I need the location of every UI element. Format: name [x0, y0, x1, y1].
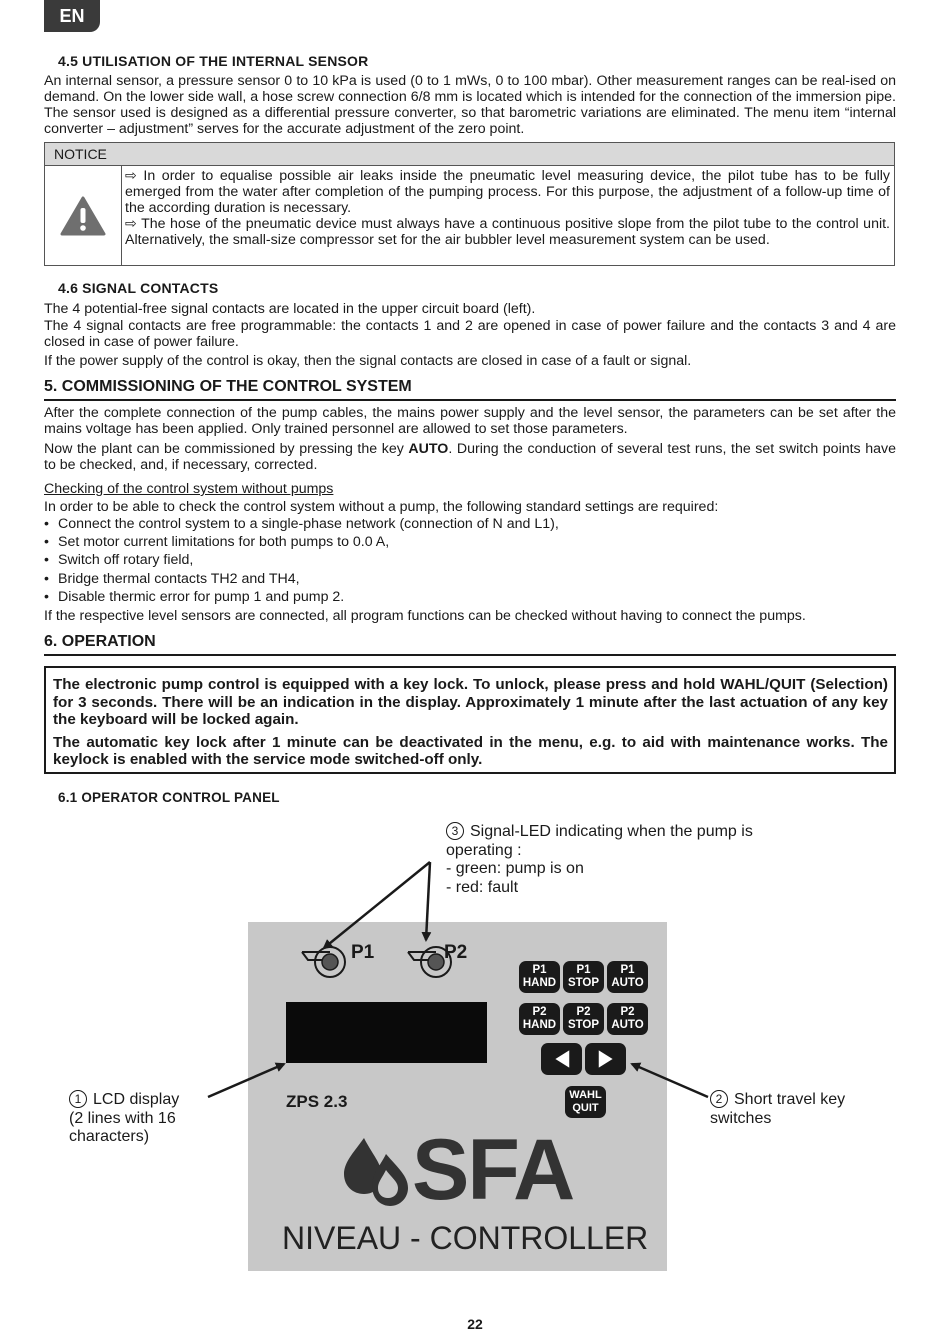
callout-line: switches — [710, 1109, 772, 1127]
product-name: NIVEAU - CONTROLLER — [282, 1220, 649, 1256]
callout-line: - red: fault — [446, 878, 519, 896]
section-5-p2-pre: Now the plant can be commissioned by pressing the key — [44, 441, 409, 457]
arrow-to-lcd — [208, 1064, 284, 1097]
section-4-6-title: 4.6 SIGNAL CONTACTS — [58, 280, 219, 296]
section-5-title: 5. COMMISSIONING OF THE CONTROL SYSTEM — [44, 378, 896, 401]
arrow-to-led-p1 — [324, 862, 430, 948]
list-item: • Disable thermic error for pump 1 and pump 2. — [44, 588, 896, 606]
auto-key-label: AUTO — [408, 441, 449, 457]
section-5-p1: After the complete connection of the pump cables, the mains power supply and the level sensor, the parameters can be set after the mains voltage has been applied. Only trained personnel are allowed to set those parameters. — [44, 405, 896, 437]
key-label: AUTO — [611, 1019, 644, 1031]
brand-logo-text: SFA — [412, 1122, 574, 1218]
list-item: • Connect the control system to a single-phase network (connection of N and L1), — [44, 515, 896, 533]
key-label: P1 — [576, 964, 591, 976]
key-label: P2 — [576, 1006, 591, 1018]
section-4-6-p1: The 4 potential-free signal contacts are located in the upper circuit board (left). — [44, 301, 536, 317]
p1-label: P1 — [351, 942, 375, 963]
section-4-5-body: An internal sensor, a pressure sensor 0 to 10 kPa is used (0 to 1 mWs, 0 to 100 mbar). Other measurement ranges can be real-ised on demand. On the lower side wall, a hose screw connection 6/8 mm is located which is intended for the connection of the immersion pipe. The sensor used is designed as a differential pressure converter, so that barometric variations are eliminated. The menu item “internal converter – adjustment” serves for the accurate adjustment of the zero point. — [44, 73, 896, 137]
section-6-1-title: 6.1 OPERATOR CONTROL PANEL — [58, 790, 280, 805]
section-6-title: 6. OPERATION — [44, 633, 896, 656]
section-4-5-title: 4.5 UTILISATION OF THE INTERNAL SENSOR — [58, 53, 369, 69]
section-5-p4: If the respective level sensors are connected, all program functions can be checked without having to connect the pumps. — [44, 608, 806, 624]
notice-item-2: ⇨ The hose of the pneumatic device must always have a continuous positive slope from the pilot tube to the control unit. Alternatively, the small-size compressor set for the air bubbler level measurement system can be used. — [125, 216, 890, 248]
key-label: P1 — [532, 964, 547, 976]
list-item: • Bridge thermal contacts TH2 and TH4, — [44, 570, 896, 588]
callout-line: Short travel key — [734, 1091, 846, 1108]
p2-label: P2 — [444, 942, 468, 963]
callout-line: Signal-LED indicating when the pump is — [470, 823, 753, 840]
section-5-p3: In order to be able to check the control system without a pump, the following standard settings are required: — [44, 499, 719, 515]
page-number: 22 — [467, 1316, 483, 1332]
key-label: P2 — [532, 1006, 547, 1018]
key-label: STOP — [567, 1019, 600, 1031]
language-label: EN — [59, 5, 85, 26]
callout-number-2: 2 — [710, 1090, 728, 1108]
callout-line: - green: pump is on — [446, 860, 584, 877]
section-4-6-p2: The 4 signal contacts are free programmable: the contacts 1 and 2 are opened in case of power failure and the contacts 3 and 4 are closed in case of power failure. — [44, 318, 896, 350]
notice-header: NOTICE — [45, 143, 894, 166]
key-label: HAND — [522, 1019, 557, 1031]
model-label: ZPS 2.3 — [286, 1092, 348, 1111]
arrow-to-led-p2 — [426, 862, 430, 940]
list-item: • Switch off rotary field, — [44, 551, 896, 569]
key-label: STOP — [567, 977, 600, 989]
callout-line: characters) — [69, 1128, 150, 1145]
keylock-text-2: The automatic key lock after 1 minute can be deactivated in the menu, e.g. to aid with maintenance works. The keylock is enabled with the service mode switched-off only. — [53, 733, 888, 768]
callout-number-1: 1 — [69, 1090, 87, 1108]
key-label: P2 — [620, 1006, 635, 1018]
section-5-p2-post: . During the conduction of several test runs, the set switch points have to be checked, and, if necessary, corrected. — [44, 441, 896, 473]
section-4-6-p3: If the power supply of the control is okay, then the signal contacts are closed in case of a fault or signal. — [44, 353, 692, 369]
key-label: HAND — [522, 977, 557, 989]
list-item: • Set motor current limitations for both pumps to 0.0 A, — [44, 533, 896, 551]
callout-line: (2 lines with 16 — [69, 1109, 176, 1127]
callout-line: operating : — [446, 841, 522, 859]
key-label: QUIT — [572, 1102, 599, 1114]
arrow-to-keys — [632, 1064, 708, 1097]
key-label: P1 — [620, 964, 635, 976]
callout-line: LCD display — [93, 1091, 180, 1108]
key-label: WAHL — [569, 1089, 602, 1101]
section-5-subheading: Checking of the control system without pumps — [44, 481, 334, 497]
callout-number-3: 3 — [446, 822, 464, 840]
keylock-text-1: The electronic pump control is equipped with a key lock. To unlock, please press and hold WAHL/QUIT (Selection) for 3 seconds. There will be an indication in the display. Approximately 1 minute after the last actuation of any key the keyboard will be locked again. — [53, 676, 888, 728]
key-label: AUTO — [611, 977, 644, 989]
notice-item-1: ⇨ In order to equalise possible air leaks inside the pneumatic level measuring device, the pilot tube has to be fully emerged from the water after completion of the pumping process. For this purpose, the adjustment of a follow-up time of the according duration is necessary. — [125, 168, 890, 216]
